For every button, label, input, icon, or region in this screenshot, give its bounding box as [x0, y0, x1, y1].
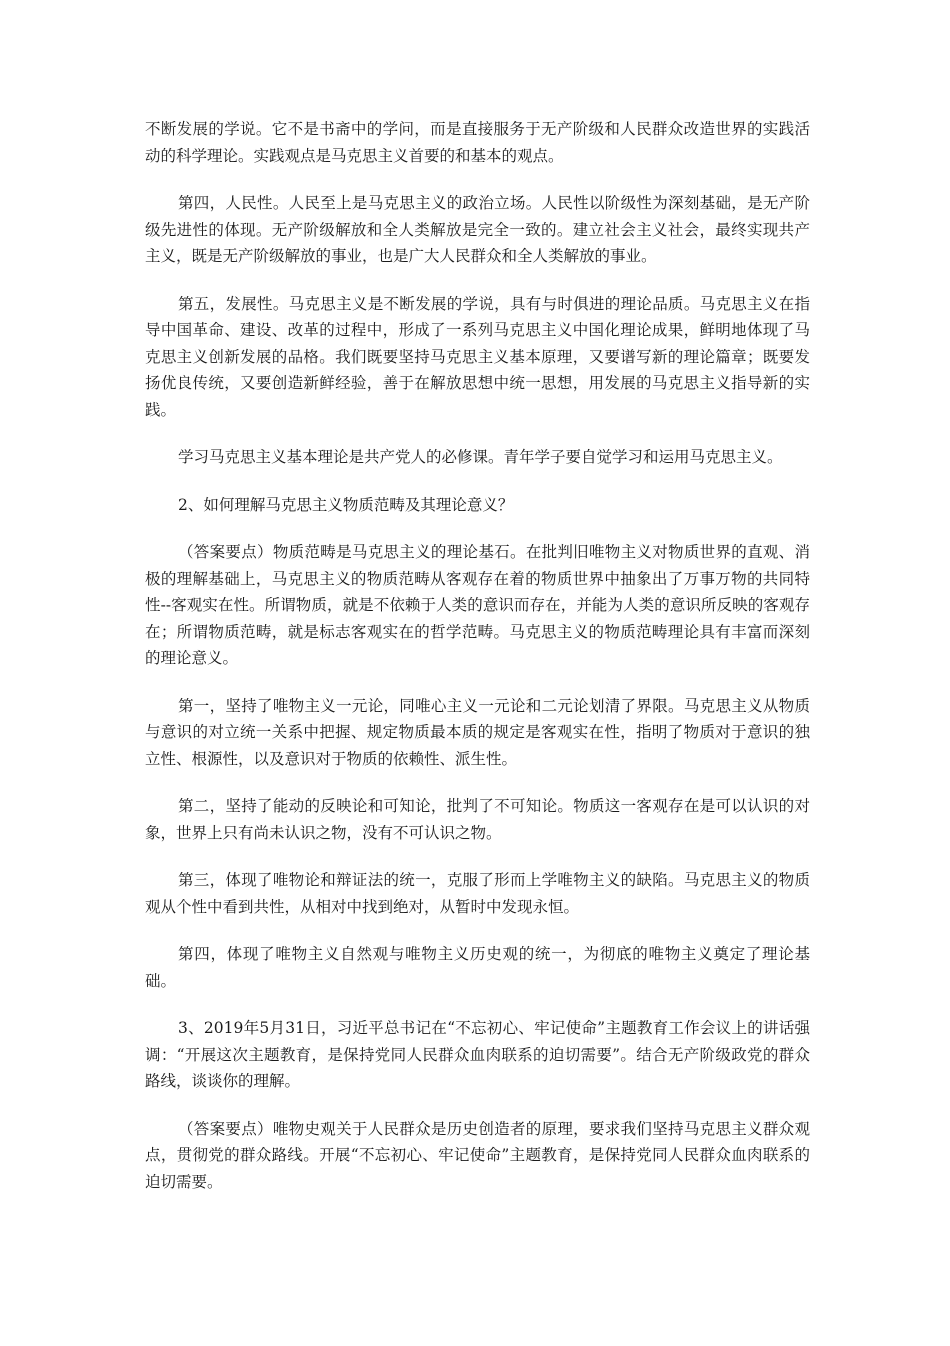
answer-2-intro: （答案要点）物质范畴是马克思主义的理论基石。在批判旧唯物主义对物质世界的直观、消极的理解基础上，马克思主义的物质范畴从客观存在着的物质世界中抽象出了万事万物的共同特性--客观实在性。所谓物质，就是不依赖于人类的意识而存在，并能为人类的意识所反映的客观存在；所谓物质范畴，就是标志客观实在的哲学范畴。马克思主义的物质范畴理论具有丰富而深刻的理论意义。	[145, 543, 810, 667]
paragraph-continuation: 不断发展的学说。它不是书斋中的学问，而是直接服务于无产阶级和人民群众改造世界的实践活动的科学理论。实践观点是马克思主义首要的和基本的观点。	[145, 120, 810, 165]
answer-2-point-4: 第四，体现了唯物主义自然观与唯物主义历史观的统一，为彻底的唯物主义奠定了理论基础。	[145, 945, 810, 990]
answer-3-intro: （答案要点）唯物史观关于人民群众是历史创造者的原理，要求我们坚持马克思主义群众观点，贯彻党的群众路线。开展“不忘初心、牢记使命”主题教育，是保持党同人民群众血肉联系的迫切需要。	[145, 1119, 810, 1191]
answer-2-point-2: 第二，坚持了能动的反映论和可知论，批判了不可知论。物质这一客观存在是可以认识的对象，世界上只有尚未认识之物，没有不可认识之物。	[145, 797, 810, 842]
question-2-heading: 2、如何理解马克思主义物质范畴及其理论意义？	[178, 495, 514, 514]
document-body	[145, 116, 810, 1216]
paragraph-fifth-development: 第五，发展性。马克思主义是不断发展的学说，具有与时俱进的理论品质。马克思主义在指导中国革命、建设、改革的过程中，形成了一系列马克思主义中国化理论成果，鲜明地体现了马克思主义创新发展的品格。我们既要坚持马克思主义基本原理，又要谱写新的理论篇章；既要发扬优良传统，又要创造新鲜经验，善于在解放思想中统一思想，用发展的马克思主义指导新的实践。	[145, 294, 810, 419]
question-3-heading: 3、2019年5月31日，习近平总书记在“不忘初心、牢记使命”主题教育工作会议上的讲话强调：“开展这次主题教育，是保持党同人民群众血肉联系的迫切需要”。结合无产阶级政党的群众路线，谈谈你的理解。	[145, 1019, 810, 1090]
paragraph-study-theory: 学习马克思主义基本理论是共产党人的必修课。青年学子要自觉学习和运用马克思主义。	[178, 448, 783, 466]
paragraph-fourth-people: 第四，人民性。人民至上是马克思主义的政治立场。人民性以阶级性为深刻基础，是无产阶级先进性的体现。无产阶级解放和全人类解放是完全一致的。建立社会主义社会，最终实现共产主义，既是无产阶级解放的事业，也是广大人民群众和全人类解放的事业。	[145, 194, 810, 265]
answer-2-point-3: 第三，体现了唯物论和辩证法的统一，克服了形而上学唯物主义的缺陷。马克思主义的物质观从个性中看到共性，从相对中找到绝对，从暂时中发现永恒。	[145, 871, 810, 916]
answer-2-point-1: 第一，坚持了唯物主义一元论，同唯心主义一元论和二元论划清了界限。马克思主义从物质与意识的对立统一关系中把握、规定物质最本质的规定是客观实在性，指明了物质对于意识的独立性、根源性，以及意识对于物质的依赖性、派生性。	[145, 696, 810, 768]
